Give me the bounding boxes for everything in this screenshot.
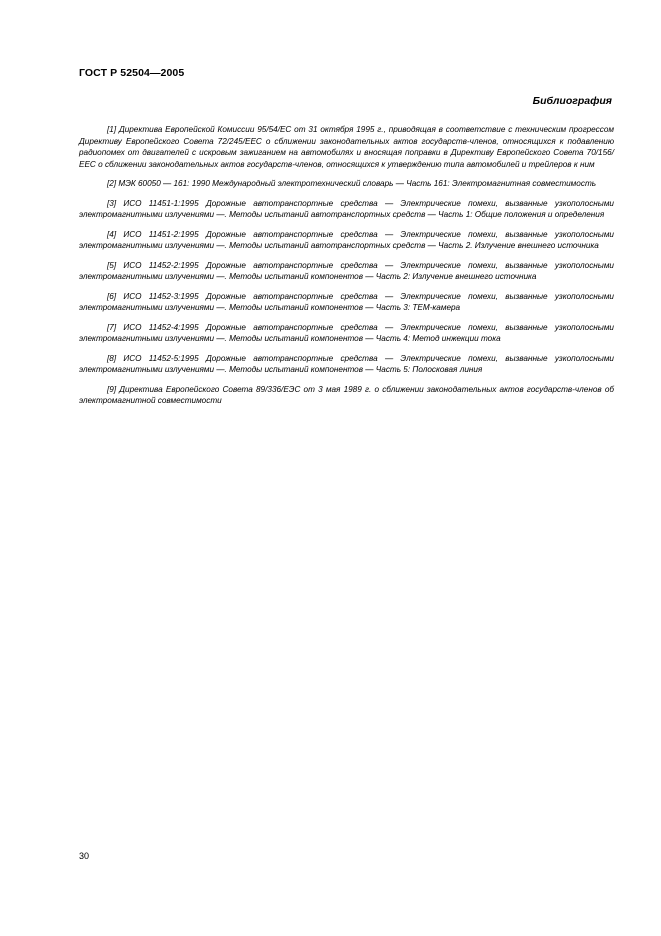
bibliography-entry-8: [8] ИСО 11452-5:1995 Дорожные автотранспортные средства — Электрические помехи, вызванные узкополосными электромагнитными излучениями —. Методы испытаний компонентов — Часть 5: Полосковая линия <box>79 353 614 374</box>
bibliography-list <box>79 124 614 415</box>
bibliography-entry-3: [3] ИСО 11451-1:1995 Дорожные автотранспортные средства — Электрические помехи, вызванные узкополосными электромагнитными излучениями —. Методы испытаний автотранспортных средств — Часть 1: Общие положения и определения <box>79 198 614 219</box>
bibliography-entry-9: [9] Директива Европейского Совета 89/336/ЕЭС от 3 мая 1989 г. о сближении законодательных актов государств-членов об электромагнитной совместимости <box>79 384 614 405</box>
bibliography-entry-7: [7] ИСО 11452-4:1995 Дорожные автотранспортные средства — Электрические помехи, вызванные узкополосными электромагнитными излучениями —. Методы испытаний компонентов — Часть 4: Метод инжекции тока <box>79 322 614 343</box>
page-number: 30 <box>79 851 90 861</box>
bibliography-entry-1: [1] Директива Европейской Комиссии 95/54/ЕС от 31 октября 1995 г., приводящая в соответствие с техническим прогрессом Директиву Европейского Совета 72/245/ЕЕС о сближении законодательных актов государств-членов, относящихся к подавлению радиопомех от двигателей с искровым зажиганием на автомобилях и вносящая поправки в Директиву Европейского Совета 70/156/ЕЕС о сближении законодательных актов государств-членов, относящихся к утверждению типа автомобилей и трейлеров к ним <box>79 125 614 169</box>
bibliography-entry-2: [2] МЭК 60050 — 161: 1990 Международный электротехнический словарь — Часть 161: Электромагнитная совместимость <box>107 179 597 188</box>
bibliography-entry-5: [5] ИСО 11452-2:1995 Дорожные автотранспортные средства — Электрические помехи, вызванные узкополосными электромагнитными излучениями —. Методы испытаний компонентов — Часть 2: Излучение внешнего источника <box>79 260 614 281</box>
bibliography-entry-4: [4] ИСО 11451-2:1995 Дорожные автотранспортные средства — Электрические помехи, вызванные узкополосными электромагнитными излучениями —. Методы испытаний автотранспортных средств — Часть 2. Излучение внешнего источника <box>79 229 614 250</box>
standard-number: ГОСТ Р 52504—2005 <box>79 67 185 79</box>
bibliography-title: Библиография <box>532 95 612 107</box>
bibliography-entry-6: [6] ИСО 11452-3:1995 Дорожные автотранспортные средства — Электрические помехи, вызванные узкополосными электромагнитными излучениями —. Методы испытаний компонентов — Часть 3: ТЕМ-камера <box>79 291 614 312</box>
